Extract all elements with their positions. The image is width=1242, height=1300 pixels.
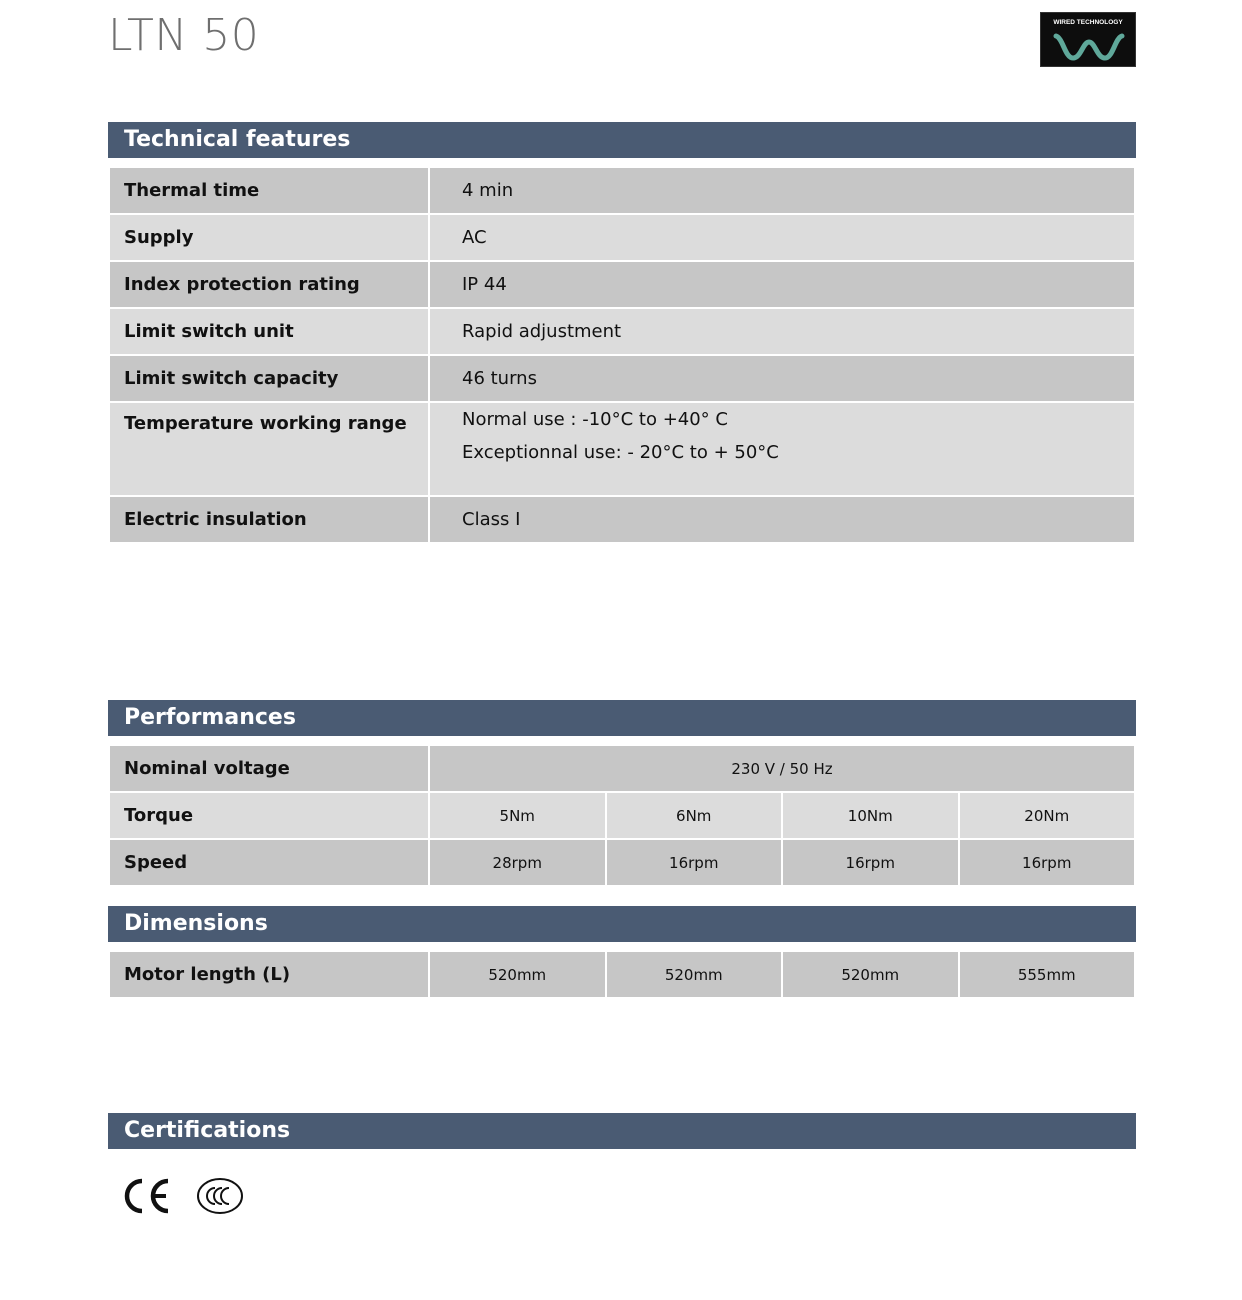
- brand-logo: [1040, 12, 1136, 67]
- row-label: Torque: [109, 792, 429, 839]
- table-row: [109, 167, 1135, 214]
- table-row: [109, 308, 1135, 355]
- motor-length-value: 520mm: [606, 951, 783, 998]
- performances-header: Performances: [108, 700, 1136, 736]
- row-label: Limit switch capacity: [109, 355, 429, 402]
- table-row: [109, 792, 1135, 839]
- logo-text: WIRED TECHNOLOGY: [1053, 19, 1123, 26]
- row-value: 4 min: [429, 167, 1135, 214]
- row-label: Motor length (L): [109, 951, 429, 998]
- wave-logo-icon: [1053, 30, 1125, 64]
- row-label: Index protection rating: [109, 261, 429, 308]
- speed-value: 16rpm: [606, 839, 783, 886]
- row-value: Rapid adjustment: [429, 308, 1135, 355]
- row-value: Class I: [429, 496, 1135, 543]
- ce-mark-icon: [120, 1176, 172, 1216]
- row-label: Supply: [109, 214, 429, 261]
- table-row: [109, 214, 1135, 261]
- torque-value: 20Nm: [959, 792, 1136, 839]
- motor-length-value: 520mm: [429, 951, 606, 998]
- page-title: LTN 50: [108, 10, 260, 61]
- row-label: Thermal time: [109, 167, 429, 214]
- table-row: [109, 355, 1135, 402]
- technical-features-table: [108, 166, 1136, 544]
- dimensions-table: [108, 950, 1136, 999]
- row-value: [429, 402, 1135, 496]
- table-row: [109, 951, 1135, 998]
- row-label: Nominal voltage: [109, 745, 429, 792]
- row-label: Limit switch unit: [109, 308, 429, 355]
- table-row: [109, 402, 1135, 496]
- certification-marks: [120, 1172, 260, 1220]
- ccc-mark-icon: [196, 1177, 244, 1215]
- performances-table: [108, 744, 1136, 887]
- table-row: [109, 496, 1135, 543]
- row-label: Speed: [109, 839, 429, 886]
- table-row: [109, 745, 1135, 792]
- certifications-section: [108, 1113, 1136, 1149]
- speed-value: 16rpm: [959, 839, 1136, 886]
- torque-value: 5Nm: [429, 792, 606, 839]
- speed-value: 16rpm: [782, 839, 959, 886]
- table-row: [109, 261, 1135, 308]
- motor-length-value: 555mm: [959, 951, 1136, 998]
- row-label: Electric insulation: [109, 496, 429, 543]
- table-row: [109, 839, 1135, 886]
- dimensions-header: Dimensions: [108, 906, 1136, 942]
- normal-use-range: Normal use : -10°C to +40° C: [462, 409, 728, 430]
- performances-section: [108, 700, 1136, 887]
- exceptional-use-range: Exceptionnal use: - 20°C to + 50°C: [462, 442, 779, 463]
- dimensions-section: [108, 906, 1136, 999]
- nominal-voltage-value: 230 V / 50 Hz: [429, 745, 1135, 792]
- technical-features-header: Technical features: [108, 122, 1136, 158]
- row-value: AC: [429, 214, 1135, 261]
- technical-features-section: [108, 122, 1136, 544]
- row-label: Temperature working range: [109, 402, 429, 496]
- speed-value: 28rpm: [429, 839, 606, 886]
- torque-value: 10Nm: [782, 792, 959, 839]
- row-value: IP 44: [429, 261, 1135, 308]
- torque-value: 6Nm: [606, 792, 783, 839]
- row-value: 46 turns: [429, 355, 1135, 402]
- motor-length-value: 520mm: [782, 951, 959, 998]
- certifications-header: Certifications: [108, 1113, 1136, 1149]
